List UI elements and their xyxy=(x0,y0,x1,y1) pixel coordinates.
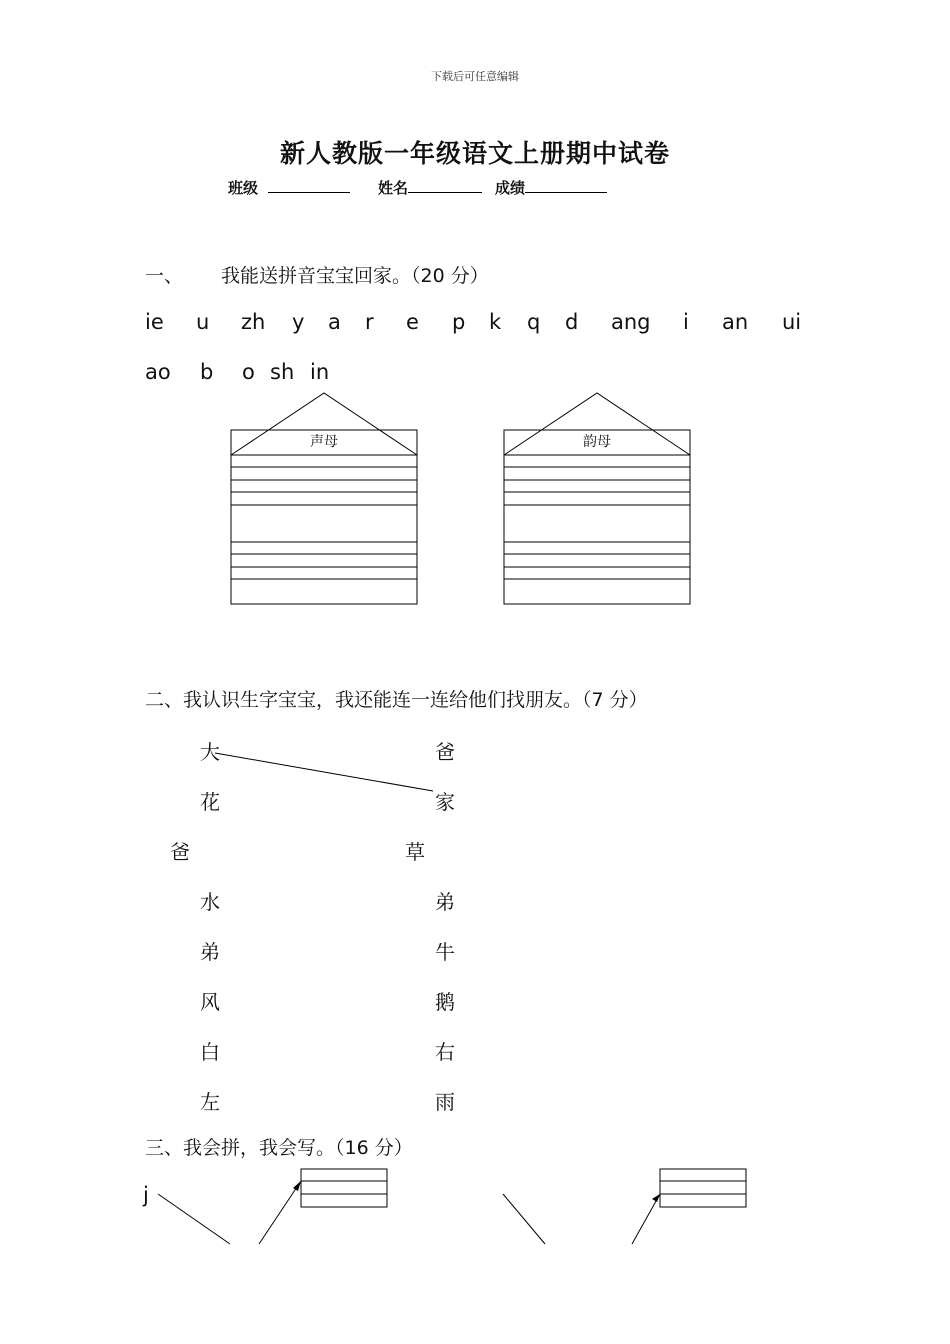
left-char[interactable]: 白 xyxy=(200,1040,220,1064)
pinyin-item: k xyxy=(489,310,502,334)
left-char[interactable]: 爸 xyxy=(170,840,190,864)
pinyin-item: y xyxy=(292,310,305,334)
pinyin-item: o xyxy=(242,360,255,384)
house1-label: 声母 xyxy=(310,434,338,450)
pinyin-item: in xyxy=(310,360,330,384)
left-char[interactable]: 水 xyxy=(200,890,220,914)
right-char[interactable]: 爸 xyxy=(435,740,455,764)
example-match-line xyxy=(215,753,433,791)
right-char[interactable]: 鹅 xyxy=(435,990,455,1014)
header-note: 下载后可任意编辑 xyxy=(431,70,519,83)
pinyin-item: ui xyxy=(782,310,802,334)
right-char[interactable]: 家 xyxy=(435,790,455,814)
right-char[interactable]: 弟 xyxy=(435,890,455,914)
pinyin-item: e xyxy=(406,310,419,334)
page-title: 新人教版一年级语文上册期中试卷 xyxy=(279,139,670,168)
class-label: 班级 xyxy=(228,179,259,197)
section3-heading: 三、我会拼，我会写。（16 分） xyxy=(145,1137,413,1159)
pinyin-item: zh xyxy=(241,310,266,334)
pinyin-item: ao xyxy=(145,360,171,384)
pinyin-item: a xyxy=(328,310,341,334)
pinyin-item: sh xyxy=(270,360,295,384)
pinyin-item: q xyxy=(527,310,541,334)
right-char[interactable]: 雨 xyxy=(435,1090,455,1114)
pinyin-item: ang xyxy=(611,310,651,334)
house-shengmu xyxy=(231,393,417,604)
right-char[interactable]: 草 xyxy=(405,840,425,864)
pinyin-item: b xyxy=(200,360,214,384)
left-char[interactable]: 大 xyxy=(200,740,220,764)
pinyin-builder-1 xyxy=(158,1169,387,1244)
arrow-head-icon xyxy=(293,1181,301,1191)
pinyin-builder-2 xyxy=(503,1169,746,1244)
pinyin-item: d xyxy=(565,310,579,334)
name-label: 姓名 xyxy=(378,179,409,197)
right-char[interactable]: 右 xyxy=(435,1040,455,1064)
section1-number: 一、 xyxy=(145,265,184,287)
house2-label: 韵母 xyxy=(583,434,611,450)
pinyin-item: p xyxy=(452,310,466,334)
left-char[interactable]: 风 xyxy=(200,990,220,1014)
left-char[interactable]: 花 xyxy=(200,790,220,814)
section2-heading: 二、我认识生字宝宝，我还能连一连给他们找朋友。（7 分） xyxy=(145,689,648,711)
pinyin-item: r xyxy=(365,310,374,334)
left-char[interactable]: 左 xyxy=(200,1090,220,1114)
right-char[interactable]: 牛 xyxy=(435,940,455,964)
section1-text: 我能送拼音宝宝回家。（20 分） xyxy=(221,265,489,287)
arrow-head-icon xyxy=(652,1194,660,1202)
start-letter: j xyxy=(143,1183,149,1207)
pinyin-item: i xyxy=(683,310,689,334)
left-char[interactable]: 弟 xyxy=(200,940,220,964)
house-yunmu xyxy=(504,393,690,604)
pinyin-item: ie xyxy=(145,310,164,334)
pinyin-item: u xyxy=(196,310,210,334)
score-label: 成绩 xyxy=(495,179,526,197)
pinyin-item: an xyxy=(722,310,749,334)
